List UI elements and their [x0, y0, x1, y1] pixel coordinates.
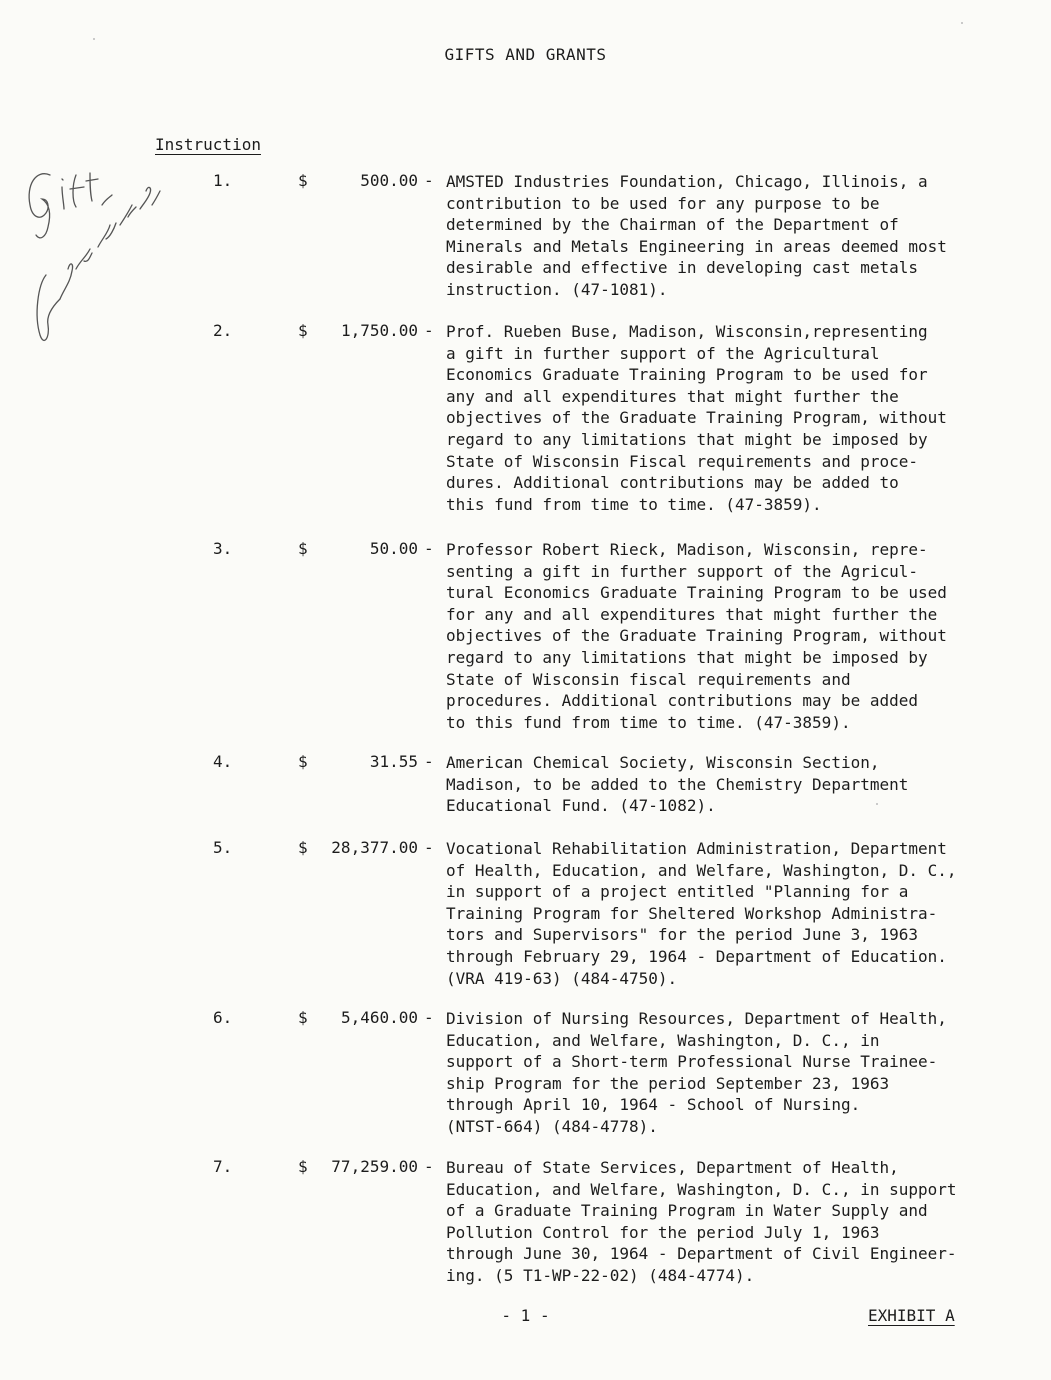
- section-heading: Instruction: [155, 135, 261, 154]
- currency-symbol: $: [298, 321, 308, 340]
- entry-amount: 500.00: [360, 171, 418, 190]
- entry-amount: 50.00: [369, 539, 418, 558]
- entry-description: Division of Nursing Resources, Department of Health, Education, and Welfare, Washington, D. C., in support of a Short-term Professional Nurse Trainee- ship Program for the period September 23, 1963 through April 10, 1964 - School of Nursing. (NTST-664) (484-4778).: [446, 1009, 947, 1136]
- currency-symbol: $: [298, 752, 308, 771]
- entry-number: 5.: [213, 838, 233, 857]
- page-number: - 1 -: [501, 1306, 550, 1325]
- currency-symbol: $: [298, 1157, 308, 1176]
- entry-number: 4.: [213, 752, 233, 771]
- entry-separator: -: [424, 1008, 434, 1027]
- entry-description: Professor Robert Rieck, Madison, Wisconsin, repre- senting a gift in further support of the Agricul- tural Economics Graduate Training Program to be used for any and all expenditures that might further the objectives of the Graduate Training Program, without regard to any limitations that might be imposed by State of Wisconsin fiscal requirements and procedures. Additional contributions may be added to this fund from time to time. (47-3859).: [446, 540, 947, 732]
- entry-separator: -: [424, 171, 434, 190]
- entry-separator: -: [424, 752, 434, 771]
- entry-number: 3.: [213, 539, 233, 558]
- entry-description: Bureau of State Services, Department of Health, Education, and Welfare, Washington, D. C., in support of a Graduate Training Program in Water Supply and Pollution Control for the period July 1, 1963 through June 30, 1964 - Department of Civil Engineer- ing. (5 T1-WP-22-02) (484-4774).: [446, 1158, 957, 1285]
- entry-separator: -: [424, 321, 434, 340]
- entry-number: 6.: [213, 1008, 233, 1027]
- entry-description: American Chemical Society, Wisconsin Section, Madison, to be added to the Chemistry Department Educational Fund. (47-1082).: [446, 753, 909, 816]
- scan-speck: [876, 803, 878, 805]
- entry-description: Vocational Rehabilitation Administration, Department of Health, Education, and Welfare, Washington, D. C., in support of a project entitled "Planning for a Training Program for Sheltered Workshop Administra- tors and Supervisors" for the period June 3, 1963 through February 29, 1964 - Department of Education. (VRA 419-63) (484-4750).: [446, 839, 957, 988]
- page-title: GIFTS AND GRANTS: [444, 45, 607, 64]
- entry-separator: -: [424, 1157, 434, 1176]
- scan-speck: [93, 38, 95, 40]
- entry-number: 7.: [213, 1157, 233, 1176]
- currency-symbol: $: [298, 539, 308, 558]
- entry-description: Prof. Rueben Buse, Madison, Wisconsin,representing a gift in further support of the Agricultural Economics Graduate Training Program to be used for any and all expenditures that might further the objectives of the Graduate Training Program, without regard to any limitations that might be imposed by State of Wisconsin Fiscal requirements and proce- dures. Additional contributions may be added to this fund from time to time. (47-3859).: [446, 322, 947, 514]
- entry-number: 2.: [213, 321, 233, 340]
- currency-symbol: $: [298, 171, 308, 190]
- scan-speck: [961, 22, 963, 24]
- entry-amount: 31.55: [369, 752, 418, 771]
- entry-separator: -: [424, 838, 434, 857]
- entry-separator: -: [424, 539, 434, 558]
- entry-amount: 1,750.00: [340, 321, 418, 340]
- entry-number: 1.: [213, 171, 233, 190]
- handwritten-margin-note: [18, 165, 168, 365]
- exhibit-label: EXHIBIT A: [868, 1306, 955, 1325]
- entry-amount: 28,377.00: [331, 838, 418, 857]
- currency-symbol: $: [298, 1008, 308, 1027]
- entry-amount: 5,460.00: [340, 1008, 418, 1027]
- entry-amount: 77,259.00: [331, 1157, 418, 1176]
- entry-description: AMSTED Industries Foundation, Chicago, Illinois, a contribution to be used for any purpose to be determined by the Chairman of the Department of Minerals and Metals Engineering in areas deemed most desirable and effective in developing cast metals instruction. (47-1081).: [446, 172, 947, 299]
- currency-symbol: $: [298, 838, 308, 857]
